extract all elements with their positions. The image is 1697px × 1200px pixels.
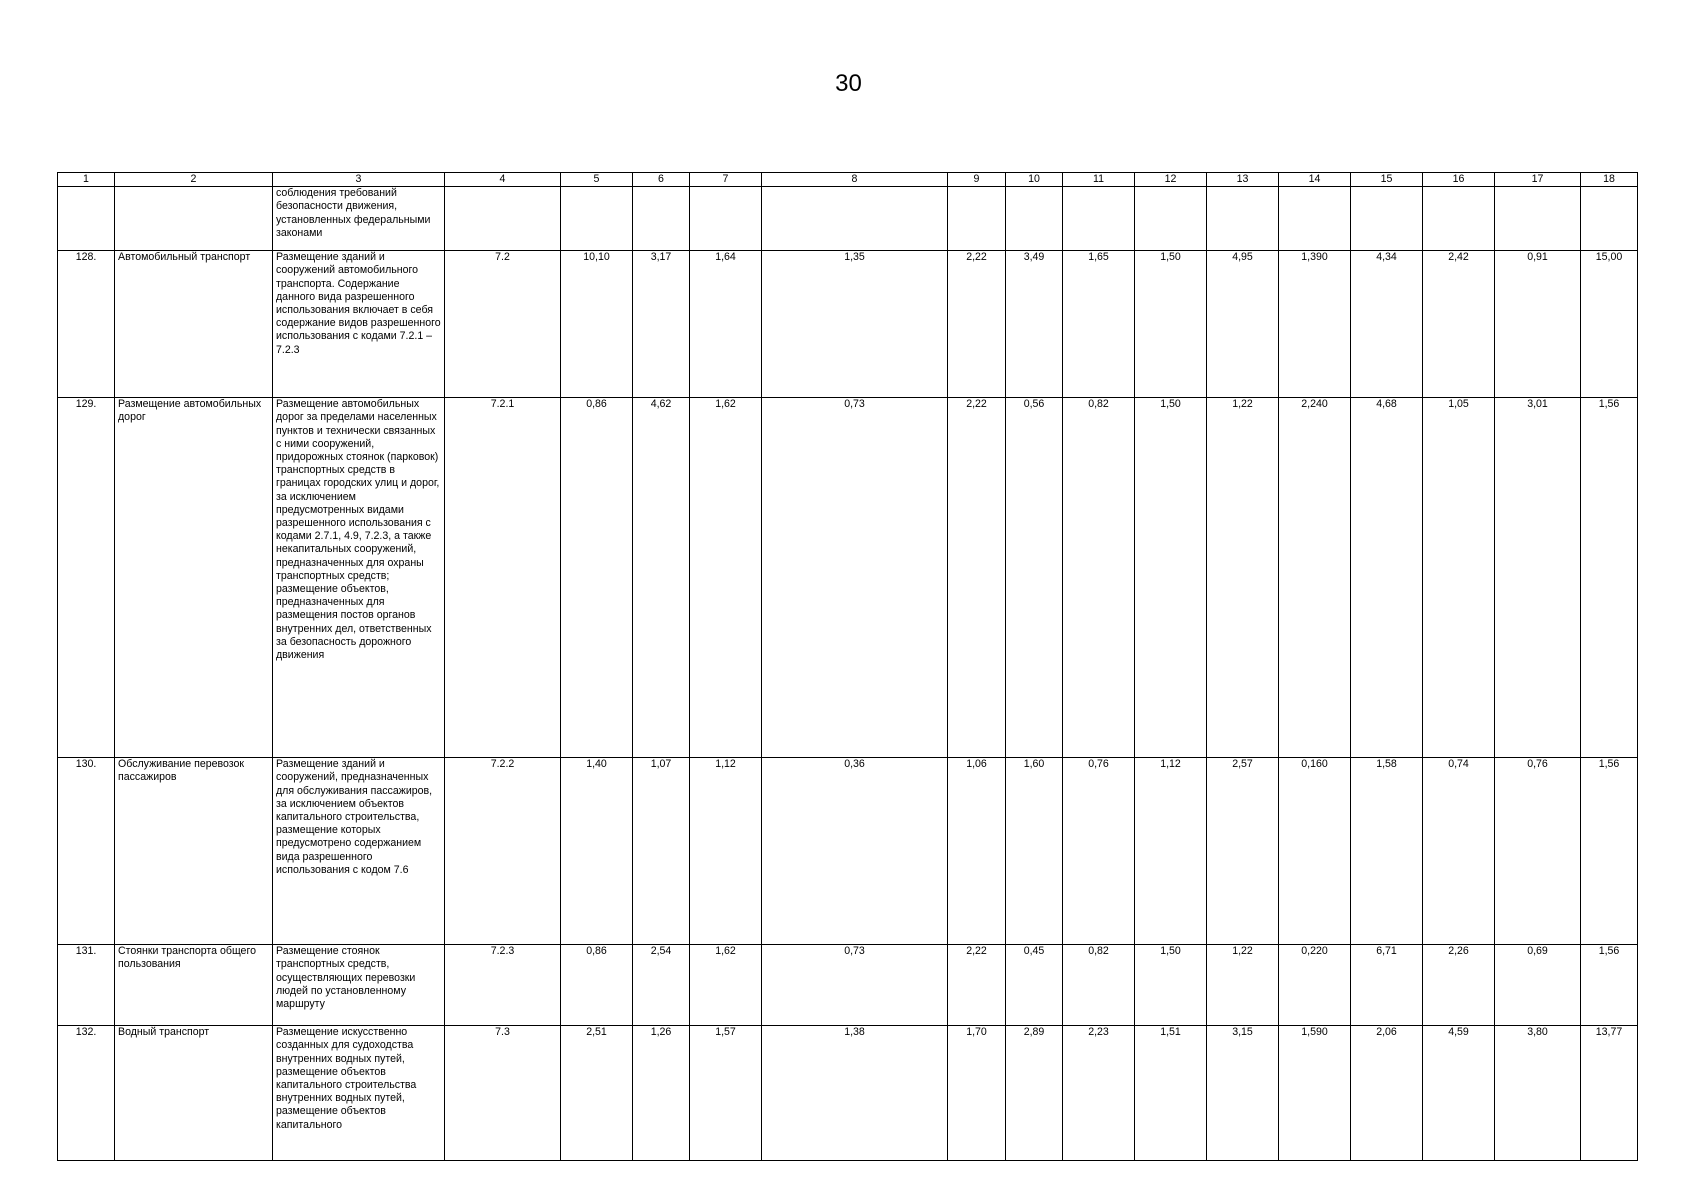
table-row bbox=[58, 945, 1638, 1026]
coefficient-cell bbox=[1423, 187, 1495, 251]
coefficient-cell: 1,40 bbox=[561, 758, 633, 945]
coefficient-cell: 1,70 bbox=[948, 1026, 1006, 1161]
coefficient-cell: 1,38 bbox=[762, 1026, 948, 1161]
coefficient-cell: 3,49 bbox=[1006, 251, 1063, 398]
coefficient-cell: 4,68 bbox=[1351, 398, 1423, 758]
coefficient-cell: 0,36 bbox=[762, 758, 948, 945]
land-use-description-cell: Размещение автомобильных дорог за пределами населенных пунктов и технически связанных с ними сооружений, придорожных стоянок (парковок) транспортных средств в границах городских улиц и дорог, за исключением предусмотренных видами разрешенного использования с кодами 2.7.1, 4.9, 7.2.3, а также некапитальных сооружений, предназначенных для охраны транспортных средств; размещение объектов, предназначенных для размещения постов органов внутренних дел, ответственных за безопасность дорожного движения bbox=[273, 398, 445, 758]
coefficient-cell: 2,57 bbox=[1207, 758, 1279, 945]
coefficient-cell: 1,62 bbox=[690, 398, 762, 758]
land-use-description-cell: Размещение стоянок транспортных средств, осуществляющих перевозки людей по установленному маршруту bbox=[273, 945, 445, 1026]
column-number-header: 4 bbox=[445, 173, 561, 187]
table-row bbox=[58, 1026, 1638, 1161]
coefficient-cell: 0,56 bbox=[1006, 398, 1063, 758]
column-number-header: 7 bbox=[690, 173, 762, 187]
land-use-description-cell: Размещение зданий и сооружений автомобильного транспорта. Содержание данного вида разрешенного использования включает в себя содержание видов разрешенного использования с кодами 7.2.1 – 7.2.3 bbox=[273, 251, 445, 398]
coefficient-cell: 10,10 bbox=[561, 251, 633, 398]
row-number-cell: 129. bbox=[58, 398, 115, 758]
table-row bbox=[58, 251, 1638, 398]
land-use-name-cell: Автомобильный транспорт bbox=[115, 251, 273, 398]
row-number-cell: 131. bbox=[58, 945, 115, 1026]
coefficient-cell bbox=[690, 187, 762, 251]
coefficient-cell: 2,22 bbox=[948, 945, 1006, 1026]
column-number-header: 17 bbox=[1495, 173, 1581, 187]
coefficient-cell: 1,12 bbox=[1135, 758, 1207, 945]
land-use-description-cell: соблюдения требований безопасности движения, установленных федеральными законами bbox=[273, 187, 445, 251]
coefficient-cell: 2,26 bbox=[1423, 945, 1495, 1026]
coefficient-cell: 1,56 bbox=[1581, 945, 1638, 1026]
coefficient-cell bbox=[948, 187, 1006, 251]
coefficient-cell: 1,07 bbox=[633, 758, 690, 945]
land-use-name-cell: Стоянки транспорта общего пользования bbox=[115, 945, 273, 1026]
coefficient-cell bbox=[1279, 187, 1351, 251]
coefficient-cell bbox=[762, 187, 948, 251]
coefficient-cell: 15,00 bbox=[1581, 251, 1638, 398]
column-number-header: 18 bbox=[1581, 173, 1638, 187]
land-use-name-cell: Размещение автомобильных дорог bbox=[115, 398, 273, 758]
column-number-header: 14 bbox=[1279, 173, 1351, 187]
column-number-header: 15 bbox=[1351, 173, 1423, 187]
row-number-cell bbox=[58, 187, 115, 251]
land-use-name-cell bbox=[115, 187, 273, 251]
coefficient-cell: 1,50 bbox=[1135, 398, 1207, 758]
coefficient-cell: 2,89 bbox=[1006, 1026, 1063, 1161]
coefficient-cell: 0,73 bbox=[762, 945, 948, 1026]
coefficient-cell: 2,22 bbox=[948, 251, 1006, 398]
coefficient-cell: 0,76 bbox=[1063, 758, 1135, 945]
rates-table bbox=[57, 172, 1638, 1161]
coefficient-cell: 2,23 bbox=[1063, 1026, 1135, 1161]
coefficient-cell: 0,74 bbox=[1423, 758, 1495, 945]
table-header-row bbox=[58, 173, 1638, 187]
coefficient-cell: 4,59 bbox=[1423, 1026, 1495, 1161]
coefficient-cell: 1,390 bbox=[1279, 251, 1351, 398]
column-number-header: 11 bbox=[1063, 173, 1135, 187]
coefficient-cell bbox=[1351, 187, 1423, 251]
coefficient-cell: 2,06 bbox=[1351, 1026, 1423, 1161]
coefficient-cell: 2,54 bbox=[633, 945, 690, 1026]
land-use-code-cell: 7.2.3 bbox=[445, 945, 561, 1026]
coefficient-cell: 1,65 bbox=[1063, 251, 1135, 398]
land-use-code-cell: 7.3 bbox=[445, 1026, 561, 1161]
land-use-description-cell: Размещение искусственно созданных для судоходства внутренних водных путей, размещение объектов капитального строительства внутренних водных путей, размещение объектов капитального bbox=[273, 1026, 445, 1161]
column-number-header: 5 bbox=[561, 173, 633, 187]
coefficient-cell: 0,69 bbox=[1495, 945, 1581, 1026]
coefficient-cell: 1,590 bbox=[1279, 1026, 1351, 1161]
coefficient-cell: 6,71 bbox=[1351, 945, 1423, 1026]
column-number-header: 9 bbox=[948, 173, 1006, 187]
coefficient-cell: 1,64 bbox=[690, 251, 762, 398]
coefficient-cell: 0,73 bbox=[762, 398, 948, 758]
coefficient-cell: 3,01 bbox=[1495, 398, 1581, 758]
column-number-header: 6 bbox=[633, 173, 690, 187]
coefficient-cell: 1,58 bbox=[1351, 758, 1423, 945]
column-number-header: 2 bbox=[115, 173, 273, 187]
coefficient-cell: 1,62 bbox=[690, 945, 762, 1026]
coefficient-cell: 1,06 bbox=[948, 758, 1006, 945]
table-row bbox=[58, 398, 1638, 758]
coefficient-cell: 1,26 bbox=[633, 1026, 690, 1161]
coefficient-cell: 2,240 bbox=[1279, 398, 1351, 758]
coefficient-cell: 3,17 bbox=[633, 251, 690, 398]
coefficient-cell: 1,57 bbox=[690, 1026, 762, 1161]
page-number: 30 bbox=[835, 70, 862, 97]
coefficient-cell: 1,05 bbox=[1423, 398, 1495, 758]
coefficient-cell bbox=[1495, 187, 1581, 251]
column-number-header: 3 bbox=[273, 173, 445, 187]
coefficient-cell: 2,22 bbox=[948, 398, 1006, 758]
coefficient-cell: 0,91 bbox=[1495, 251, 1581, 398]
coefficient-cell: 1,12 bbox=[690, 758, 762, 945]
coefficient-cell: 1,56 bbox=[1581, 398, 1638, 758]
coefficient-cell: 0,86 bbox=[561, 398, 633, 758]
coefficient-cell: 1,22 bbox=[1207, 945, 1279, 1026]
coefficient-cell bbox=[633, 187, 690, 251]
coefficient-cell bbox=[1581, 187, 1638, 251]
coefficient-cell bbox=[1207, 187, 1279, 251]
coefficient-cell: 3,15 bbox=[1207, 1026, 1279, 1161]
land-use-code-cell bbox=[445, 187, 561, 251]
coefficient-cell: 0,45 bbox=[1006, 945, 1063, 1026]
coefficient-cell: 0,160 bbox=[1279, 758, 1351, 945]
coefficient-cell: 2,42 bbox=[1423, 251, 1495, 398]
land-use-name-cell: Обслуживание перевозок пассажиров bbox=[115, 758, 273, 945]
coefficient-cell: 1,35 bbox=[762, 251, 948, 398]
coefficient-cell: 1,22 bbox=[1207, 398, 1279, 758]
row-number-cell: 132. bbox=[58, 1026, 115, 1161]
land-use-code-cell: 7.2.1 bbox=[445, 398, 561, 758]
column-number-header: 1 bbox=[58, 173, 115, 187]
column-number-header: 10 bbox=[1006, 173, 1063, 187]
row-number-cell: 130. bbox=[58, 758, 115, 945]
table-row bbox=[58, 187, 1638, 251]
land-use-name-cell: Водный транспорт bbox=[115, 1026, 273, 1161]
column-number-header: 8 bbox=[762, 173, 948, 187]
column-number-header: 16 bbox=[1423, 173, 1495, 187]
coefficient-cell: 13,77 bbox=[1581, 1026, 1638, 1161]
coefficient-cell: 4,62 bbox=[633, 398, 690, 758]
coefficient-cell: 4,34 bbox=[1351, 251, 1423, 398]
coefficient-cell: 2,51 bbox=[561, 1026, 633, 1161]
coefficient-cell bbox=[1135, 187, 1207, 251]
coefficient-cell: 3,80 bbox=[1495, 1026, 1581, 1161]
coefficient-cell: 0,76 bbox=[1495, 758, 1581, 945]
coefficient-cell: 1,56 bbox=[1581, 758, 1638, 945]
column-number-header: 13 bbox=[1207, 173, 1279, 187]
coefficient-cell: 4,95 bbox=[1207, 251, 1279, 398]
coefficient-cell: 1,60 bbox=[1006, 758, 1063, 945]
coefficient-cell: 1,50 bbox=[1135, 251, 1207, 398]
land-use-code-cell: 7.2.2 bbox=[445, 758, 561, 945]
land-use-description-cell: Размещение зданий и сооружений, предназначенных для обслуживания пассажиров, за исключением объектов капитального строительства, размещение которых предусмотрено содержанием вида разрешенного использования с кодом 7.6 bbox=[273, 758, 445, 945]
coefficient-cell bbox=[561, 187, 633, 251]
coefficient-cell: 1,51 bbox=[1135, 1026, 1207, 1161]
land-use-code-cell: 7.2 bbox=[445, 251, 561, 398]
coefficient-cell: 0,220 bbox=[1279, 945, 1351, 1026]
coefficient-cell: 0,82 bbox=[1063, 945, 1135, 1026]
coefficient-cell bbox=[1006, 187, 1063, 251]
coefficient-cell: 0,86 bbox=[561, 945, 633, 1026]
table-row bbox=[58, 758, 1638, 945]
row-number-cell: 128. bbox=[58, 251, 115, 398]
coefficient-cell: 1,50 bbox=[1135, 945, 1207, 1026]
coefficient-cell bbox=[1063, 187, 1135, 251]
column-number-header: 12 bbox=[1135, 173, 1207, 187]
coefficient-cell: 0,82 bbox=[1063, 398, 1135, 758]
